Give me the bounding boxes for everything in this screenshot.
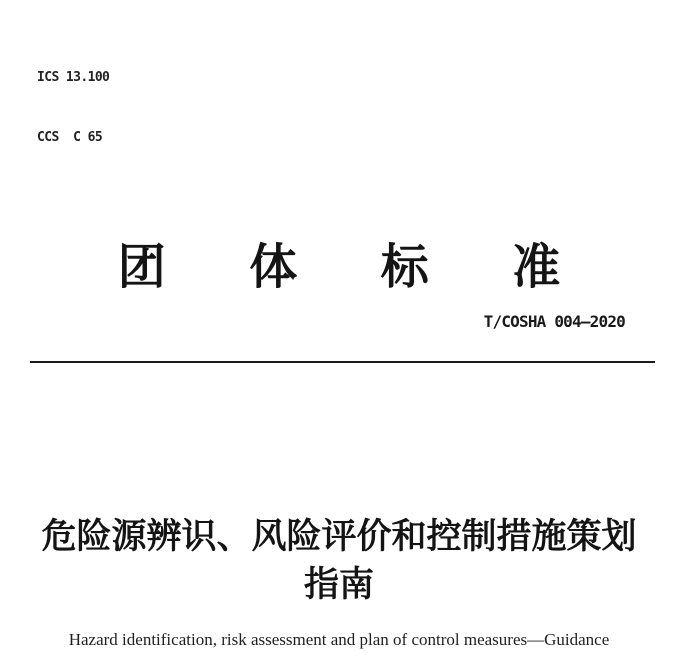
ics-code: ICS 13.100 — [37, 70, 110, 85]
document-title-zh-line2: 指南 — [303, 565, 374, 604]
standard-number: T/COSHA 004—2020 — [483, 312, 625, 331]
document-title-zh — [10, 513, 668, 609]
document-title-zh-line1: 危险源辨识、风险评价和控制措施策划 — [41, 517, 637, 556]
masthead-title: 团体标准 — [117, 241, 644, 294]
ccs-code: CCS C 65 — [37, 130, 103, 145]
classification-codes — [37, 28, 678, 188]
divider-rule — [30, 361, 655, 363]
document-title-en: Hazard identification, risk assessment and plan of control measures—Guidance — [68, 630, 610, 649]
